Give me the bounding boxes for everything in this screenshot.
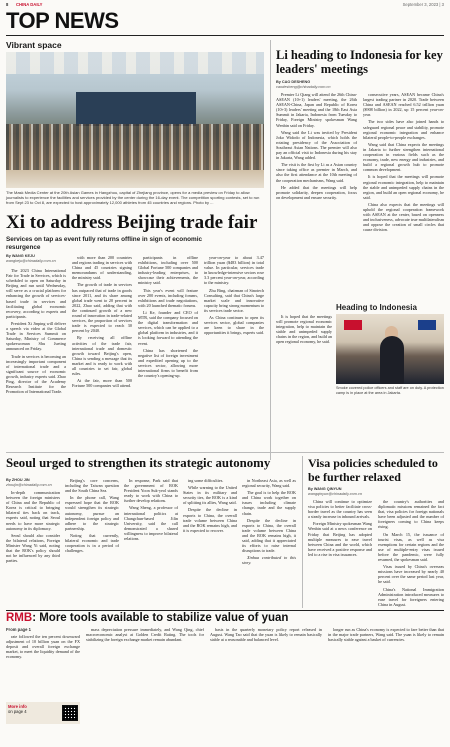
paragraph: rate followed the ten percent downward adjustment of 10 billion yuan on the FX deposit and overall foreign exchange market, to meet the liquidity demand of the economy. <box>6 634 80 660</box>
seoul-column-5 <box>242 478 296 608</box>
paragraph: China's National Immigration Administration introduced measures to ease travel for foreigners entering China in August. <box>378 586 444 607</box>
rmb-column-2 <box>86 627 204 743</box>
paragraph: Li Ke, founder and CEO of MTR, said the company focused on the digital transformation and services, which can be applied to a global platform in industries, and it is looking forward to attending the event. <box>138 309 198 346</box>
li-photo-caption: Smoke covered police officers and staff are on duty. A protection camp is in place at the area in Jakarta. <box>336 386 444 395</box>
paragraph: in Northeast Asia, as well as regional security, Wang said. <box>242 478 296 489</box>
paragraph: The goal is to help the ROK and China work together on issues including climate change, trade and the supply chain. <box>242 490 296 516</box>
paragraph: By receiving all offline activities of the trade fair, international trade and domestic growth toward Beijing's open, China is sending a message that its market and is ready to work with all countries to set fair, global rules. <box>72 335 132 377</box>
visa-column-2 <box>378 499 444 609</box>
paragraph: longer run as China's economy is expected to fare better than that in the major trade partners, Wang said. The yuan is likely to remain basically stable against a basket of currencies. <box>328 627 444 643</box>
section-divider <box>6 452 444 453</box>
paragraph: basis in the quarterly monetary policy report released in August. Wang Tao said that the yuan is likely to remain basically stable at a reasonable and balanced level. <box>210 627 322 643</box>
paragraph: At the fair, more than 500 Fortune 500 companies will attend. <box>72 378 132 389</box>
paragraph: China will continue to optimize visa policies to better facilitate cross-border travel as the country has seen a steady increase in inbound arrivals. <box>308 499 372 520</box>
paragraph: President Xi Jinping will deliver a speech via video at the Global Trade in Services Summit on Saturday, Ministry of Commerce spokeswoman Shu Jueting announced on Friday. <box>6 320 66 352</box>
paragraph: Visas issued by China's overseas missions have increased by nearly 40 percent over the same period last year, he said. <box>378 564 444 585</box>
xi-author: By WANG KEJU <box>6 254 35 258</box>
li-author: By CAO DESHENG <box>276 80 311 84</box>
paragraph: Zhu Bing, chairman of Sinotech Consulting, said that China's large market scale and innovative capacity bring strong momentum to its services trade sector. <box>204 287 264 313</box>
paragraph: In-depth communication between the foreign ministers of China and the Republic of Korea is critical to bringing bilateral ties back on track, experts said, noting that Seoul needs to have more strategic autonomy in its diplomacy. <box>6 490 60 531</box>
rmb-column-4 <box>328 627 444 743</box>
li-headline: Li heading to Indonesia for key leaders' meetings <box>276 48 443 76</box>
paragraph: ing some difficulties. <box>188 478 224 483</box>
paragraph: Premier Li Qiang will attend the 26th China-ASEAN (10+1) leaders' meeting, the 26th ASEAN-China, Japan and Republic of Korea (10+3) leaders' meeting and the 18th East Asia Summit in Jakarta, Indonesia from Tuesday to Friday, Foreign Ministry spokesman Wang Wenbin said on Friday. <box>276 92 357 128</box>
more-info-sub: on page 4 <box>8 709 27 714</box>
paragraph: Despite the decline in exports to China, the overall trade volume between China and the ROK remains high, and it is expected to recover. <box>183 507 237 533</box>
photo-kicker: Vibrant space <box>6 40 62 50</box>
seoul-column-1 <box>6 490 60 608</box>
top-bar <box>0 0 450 8</box>
seoul-headline: Seoul urged to strengthen its strategic autonomy <box>6 456 271 470</box>
li-column-1 <box>276 92 357 310</box>
rmb-column-3 <box>210 627 322 743</box>
paragraph: Wang said that China expects the meetings in Jakarta to further strengthen international cooperation in various fields such as the economy, trade, new energy and industries, and build a regional growth hub to promote common development. <box>363 141 444 173</box>
paragraph: the country's authorities and diplomatic missions remained the fact that, visa policies for foreign nationals have been adjusted and the number of foreigners coming to China keeps rising. <box>378 499 444 530</box>
li-column-3 <box>276 314 332 424</box>
paragraph: Foreign Ministry spokesman Wang Wenbin said at a news conference on Friday that Beijing has adopted multiple measures to ease travel between China and the world, which have received a positive response and led to a rise in visa issuances. <box>308 521 372 557</box>
photo-caption: The Mask Media Center at the 20th Asian Games in Hangzhou, capital of Zhejiang province, opens for a media preview on Friday to allow journalists to experience the facilities and services provided by the center during the 16-day event. The competition sporting contests, set to run from Sept 23 to Oct 8, are expected to host approximately 12,000 athletes from 45 countries and regions. Photo by ... <box>6 190 260 205</box>
seoul-column-4 <box>183 478 237 608</box>
publication-name: CHINA DAILY <box>16 2 43 7</box>
visa-column-1 <box>308 499 372 609</box>
paragraph: with more than 200 countries and regions trading in services with China and 45 countries signing memorandums of understanding, the ministry said. <box>72 255 132 281</box>
rmb-title: : More tools available to stabilize value of yuan <box>32 612 289 624</box>
paragraph: mass depreciation pressure immediately, and Wang Qing, chief macroeconomic analyst at Golden Credit Rating. The tools for stabilizing the foreign exchange market remain abundant. <box>86 627 204 643</box>
paragraph: Noting that currently, bilateral economic and trade cooperation is in a period of challenges. <box>65 532 119 554</box>
li-byline <box>276 80 444 90</box>
paragraph: It is hoped that the meetings will promote regional economic integration, help to maintain the stable and unimpeded supply chains in the region, and build an open regional economy, he said. <box>276 314 332 345</box>
masthead-rule <box>6 35 444 36</box>
xi-column-3 <box>138 255 198 448</box>
rmb-headline <box>6 612 444 625</box>
paragraph: The two sides have also joined hands to safeguard regional peace and stability, promote regional economic integration and enhance bilateral people-to-people exchanges. <box>363 119 444 140</box>
paragraph: In response, Park said that the government of ROK President Yoon Suk-yeol stands ready to work with China to further develop relations. <box>124 478 178 504</box>
issue-date: September 3, 2023 | 3 <box>402 2 444 7</box>
xi-byline <box>6 254 66 264</box>
paragraph: Despite the decline in exports to China, the overall trade volume between China and the ROK remains high, it said, adding that it appreciated its efforts to raise internal disruptions to trade. <box>242 517 296 554</box>
paragraph: As China continues to open its services sector, global companies are keen to share in the opportunities it brings, experts said. <box>204 315 264 336</box>
seoul-author: By ZHOU JIN <box>6 478 30 482</box>
xi-email: wangkeju@chinadaily.com.cn <box>6 259 56 263</box>
xi-column-2 <box>72 255 132 448</box>
paragraph: year-on-year to about 3.47 trillion yuan ($483 billion) in total value. In particular, services trade in knowledge-intensive sectors rose 3.3 percent year-on-year, according to the ministry. <box>204 255 264 286</box>
section-rule <box>6 610 444 611</box>
qr-code-icon[interactable] <box>62 705 78 721</box>
visa-author: By WANG QINYUN <box>308 487 342 491</box>
li-photo <box>336 314 444 384</box>
paragraph: It is hoped that the meetings will promote regional economic integration, help to maintain the stable and unimpeded supply chains in the region, and build an open regional economy, he said. <box>363 174 444 200</box>
page-number: 8 <box>6 2 9 7</box>
paragraph: On March 15, the issuance of tourist visas, as well as visa exemptions for certain regions and the use of multiple-entry visas issued before the pandemic, were fully resumed, the spokesman said. <box>378 531 444 563</box>
xi-headline: Xi to address Beijing trade fair <box>6 212 258 233</box>
paragraph: China has shortened the negative list of foreign investment and expedited opening up to the services sector, allowing more international firms to benefit from the country's opening-up. <box>138 347 198 379</box>
li-column-2 <box>363 92 444 310</box>
paragraph: Trade in services is becoming an increasingly important component of international trade and a significant source of economic growth, industry experts said. Zhao Ping, director of the Academy Research Institute for the Promotion of International Trade. <box>6 353 66 395</box>
rmb-column-1 <box>6 634 80 700</box>
paragraph: He added that the meetings will help promote solidarity, deepen cooperation, focus on development and ensure security. <box>276 184 357 200</box>
paragraph: The 2023 China International Fair for Trade in Services, which is scheduled to open on Saturday in Beijing and run until Wednesday, will serve as a crucial platform for enhancing the growth of services-based trade in services and facilitating global economic recovery, according to experts and participants. <box>6 268 66 319</box>
paragraph: participants in offline exhibitions, including over 500 Global Fortune 500 companies and industry-leading enterprises, to showcase their achievements, the ministry said. <box>138 255 198 286</box>
column-divider <box>270 40 271 460</box>
xi-column-1 <box>6 268 66 448</box>
section-masthead: TOP NEWS <box>6 8 119 33</box>
media-center-photo <box>6 52 264 188</box>
paragraph: consecutive years, ASEAN became China's largest trading partner in 2020. Trade between China and ASEAN reached 6.52 trillion yuan ($908 billion) in 2022, up 15 percent year-on-year. <box>363 92 444 118</box>
paragraph: While warning to the United States in its military and security ties, the ROK is a kind of splitting its allies, Wang said. <box>183 485 237 506</box>
seoul-byline <box>6 478 66 488</box>
more-info-label: More info <box>8 704 27 709</box>
li-email: caodesheng@chinadaily.com.cn <box>276 85 331 89</box>
paragraph: Wang said the Li was invited by President Joko Widodo of Indonesia, which holds the rotating presidency of the Association of Southeast Asian Nations. The premier will also pay an official visit to Indonesia during his stay in Jakarta, Wang added. <box>276 129 357 161</box>
paragraph: In the phone call, Wang expressed hope that the ROK would strengthen its strategic autonomy, pursue an independent foreign policy and adhere to the strategic partnership. <box>65 495 119 531</box>
visa-email: wangqinyun@chinadaily.com.cn <box>308 492 363 496</box>
visa-byline <box>308 487 444 497</box>
paragraph: Beijing's core concerns, including the Taiwan question and the South China Sea. <box>65 478 119 494</box>
seoul-email: zhoujin@chinadaily.com.cn <box>6 483 52 487</box>
rmb-tag: RMB <box>6 612 33 624</box>
paragraph: Xinhua contributed to this story. <box>242 555 296 566</box>
paragraph: The visit is the first by Li as a Asian country since taking office as premier in March, and also the first attendance at the 10th meeting of the cooperation mechanisms, Wang said. <box>276 162 357 183</box>
paragraph: Seoul should also consider the bilateral relations, Foreign Minister Wang Yi said, noting that the ROK's policy should not be influenced by any third parties. <box>6 532 60 564</box>
paragraph: Wang Sheng, a professor of international politics at Changchun-based Jilin University, said the call demonstrated a shared willingness to improve bilateral relations. <box>124 505 178 542</box>
seoul-column-3 <box>124 478 178 608</box>
paragraph: This year's event will feature over 200 events, including forums, exhibitions and trade negotiations, with 20 launched thematic forums. <box>138 287 198 308</box>
paragraph: China also expects that the meetings will uphold the regional cooperation framework with ASEAN at the center, based on openness and inclusiveness, advocate true multilateralism and oppose the creation of small circles that cause division. <box>363 201 444 233</box>
visa-headline: Visa policies scheduled to be further relaxed <box>308 456 438 484</box>
li-photo-heading: Heading to Indonesia <box>336 303 417 312</box>
paragraph: The growth of trade in services has outpaced that of trade in goods since 2011, and its share among global trade went to 20 percent in 2022, Zhao said, adding that with the continued growth of a new round of innovation in trade-related services, the proportion of services trade is expected to reach 30 percent by 2040. <box>72 282 132 334</box>
rmb-from-page: From page 1 <box>6 627 31 632</box>
xi-subhead: Services on tap as event fully returns offline in sign of economic resurgence <box>6 236 203 251</box>
xi-column-4 <box>204 255 264 448</box>
seoul-column-2 <box>65 478 119 608</box>
column-divider <box>302 456 303 608</box>
